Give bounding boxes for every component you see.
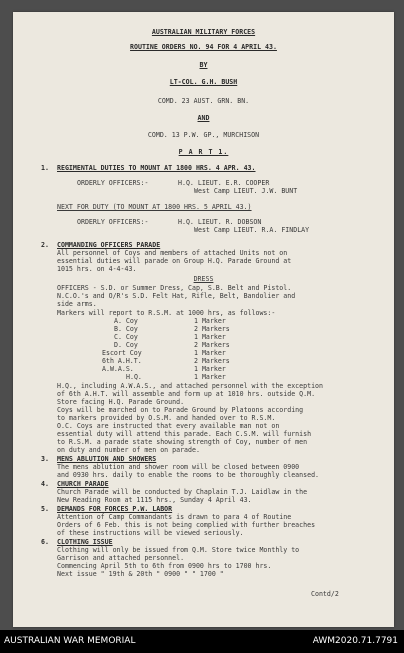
orderly-officers-label: ORDERLY OFFICERS:- (77, 179, 149, 187)
section-4-line-1: Church Parade will be conducted by Chaplain T.J. Laidlaw in the (57, 488, 308, 496)
part-heading: P A R T 1. (178, 148, 229, 156)
section-4-title: CHURCH PARADE (57, 480, 109, 488)
section-2-para-8: to R.S.M. a parade state showing strength of Coy, number of men (57, 438, 308, 446)
section-2-line-2: essential duties will parade on Group H.Q. Parade Ground at (57, 257, 292, 265)
next-officer-west: West Camp LIEUT. R.A. FINDLAY (194, 226, 310, 234)
section-5-line-1: Attention of Camp Commandants is drawn to para 4 of Routine (57, 513, 292, 521)
marker-unit: B. Coy (114, 325, 138, 333)
section-5-line-2: Orders of 6 Feb. this is not being complied with further breaches (57, 521, 316, 529)
section-2-para-4: Coys will be marched on to Parade Ground by Platoons according (57, 406, 304, 414)
marker-unit: D. Coy (114, 341, 138, 349)
section-2-line-3: 1015 hrs. on 4-4-43. (57, 265, 137, 273)
marker-count: 1 Marker (194, 373, 226, 381)
section-2-para-3: Store facing H.Q. Parade Ground. (57, 398, 185, 406)
section-5-line-3: of these instructions will be viewed seriously. (57, 529, 244, 537)
section-4-line-2: New Reading Room at 1115 hrs., Sunday 4 April 43. (57, 496, 252, 504)
section-2-para-2: of 6th A.H.T. will assemble and form up at 1010 hrs. outside Q.M. (57, 390, 316, 398)
section-1-number: 1. (41, 164, 49, 172)
section-3-title: MENS ABLUTION AND SHOWERS (57, 455, 157, 463)
section-6-line-1: Clothing will only be issued from Q.M. Store twice Monthly to (57, 546, 300, 554)
marker-count: 1 Marker (194, 333, 226, 341)
marker-unit: H.Q. (126, 373, 142, 381)
section-6-title: CLOTHING ISSUE (57, 538, 113, 546)
marker-count: 1 Marker (194, 349, 226, 357)
marker-unit: C. Coy (114, 333, 138, 341)
section-2-title: COMMANDING OFFICERS PARADE (57, 241, 161, 249)
dress-line-3: side arms. (57, 300, 97, 308)
by-label: BY (199, 61, 208, 69)
marker-count: 1 Marker (194, 317, 226, 325)
and-label: AND (197, 114, 210, 122)
next-officer-hq: H.Q. LIEUT. R. DOBSON (178, 218, 262, 226)
section-2-para-5: to markers provided by O.S.M. and handed over to R.S.M. (57, 414, 276, 422)
section-2-para-1: H.Q., including A.W.A.S., and attached personnel with the exception (57, 382, 323, 390)
marker-count: 2 Markers (194, 341, 230, 349)
section-2-para-6: O.C. Coys are instructed that every available man not on (57, 422, 280, 430)
footer-accession-id: AWM2020.71.7791 (312, 636, 398, 646)
section-6-line-3: Commencing April 5th to 6th from 0900 hrs to 1700 hrs. (57, 562, 272, 570)
command-line-2: COMD. 13 P.W. GP., MURCHISON (147, 131, 260, 139)
marker-count: 2 Markers (194, 357, 230, 365)
footer-bar (0, 630, 404, 653)
next-for-duty-heading: NEXT FOR DUTY (TO MOUNT AT 1800 HRS. 5 APRIL 43.) (57, 203, 252, 211)
section-5-number: 5. (41, 505, 49, 513)
dress-heading: DRESS (193, 275, 214, 283)
orderly-officer-west: West Camp LIEUT. J.W. BUNT (194, 187, 298, 195)
marker-count: 1 Marker (194, 365, 226, 373)
marker-unit: A. Coy (114, 317, 138, 325)
command-line: COMD. 23 AUST. GRN. BN. (157, 97, 250, 105)
section-4-number: 4. (41, 480, 49, 488)
section-1-title: REGIMENTAL DUTIES TO MOUNT AT 1800 HRS. 4 APR. 43. (57, 164, 256, 172)
section-6-line-4: Next issue " 19th & 20th " 0900 " " 1700 " (57, 570, 224, 578)
orderly-officer-hq: H.Q. LIEUT. E.R. COOPER (178, 179, 270, 187)
doc-title: AUSTRALIAN MILITARY FORCES (151, 28, 256, 36)
marker-unit: Escort Coy (102, 349, 142, 357)
commander-name: LT-COL. G.H. BUSH (169, 78, 238, 86)
section-3-line-1: The mens ablution and shower room will be closed between 0900 (57, 463, 300, 471)
section-2-para-7: essential duty will attend this parade. Each C.S.M. will furnish (57, 430, 312, 438)
document-page (13, 12, 394, 627)
dress-line-1: OFFICERS - S.D. or Summer Dress, Cap, S.B. Belt and Pistol. (57, 284, 292, 292)
footer-institution: AUSTRALIAN WAR MEMORIAL (4, 636, 136, 646)
next-orderly-label: ORDERLY OFFICERS:- (77, 218, 149, 226)
section-2-number: 2. (41, 241, 49, 249)
marker-count: 2 Markers (194, 325, 230, 333)
orders-heading: ROUTINE ORDERS NO. 94 FOR 4 APRIL 43. (130, 43, 277, 51)
section-6-number: 6. (41, 538, 49, 546)
dress-line-2: N.C.O.'s and O/R's S.D. Felt Hat, Rifle, Belt, Bandolier and (57, 292, 296, 300)
section-6-line-2: Garrison and attached personnel. (57, 554, 185, 562)
section-2-line-1: All personnel of Coys and members of attached Units not on (57, 249, 288, 257)
section-3-number: 3. (41, 455, 49, 463)
continued-note: Contd/2 (311, 590, 339, 598)
marker-unit: A.W.A.S. (102, 365, 134, 373)
markers-intro: Markers will report to R.S.M. at 1000 hrs, as follows:- (57, 309, 276, 317)
marker-unit: 6th A.H.T. (102, 357, 142, 365)
section-2-para-9: on duty and number of men on parade. (57, 446, 200, 454)
section-3-line-2: and 0930 hrs. daily to enable the rooms to be thoroughly cleansed. (57, 471, 320, 479)
section-5-title: DEMANDS FOR FORCES P.W. LABOR (57, 505, 173, 513)
